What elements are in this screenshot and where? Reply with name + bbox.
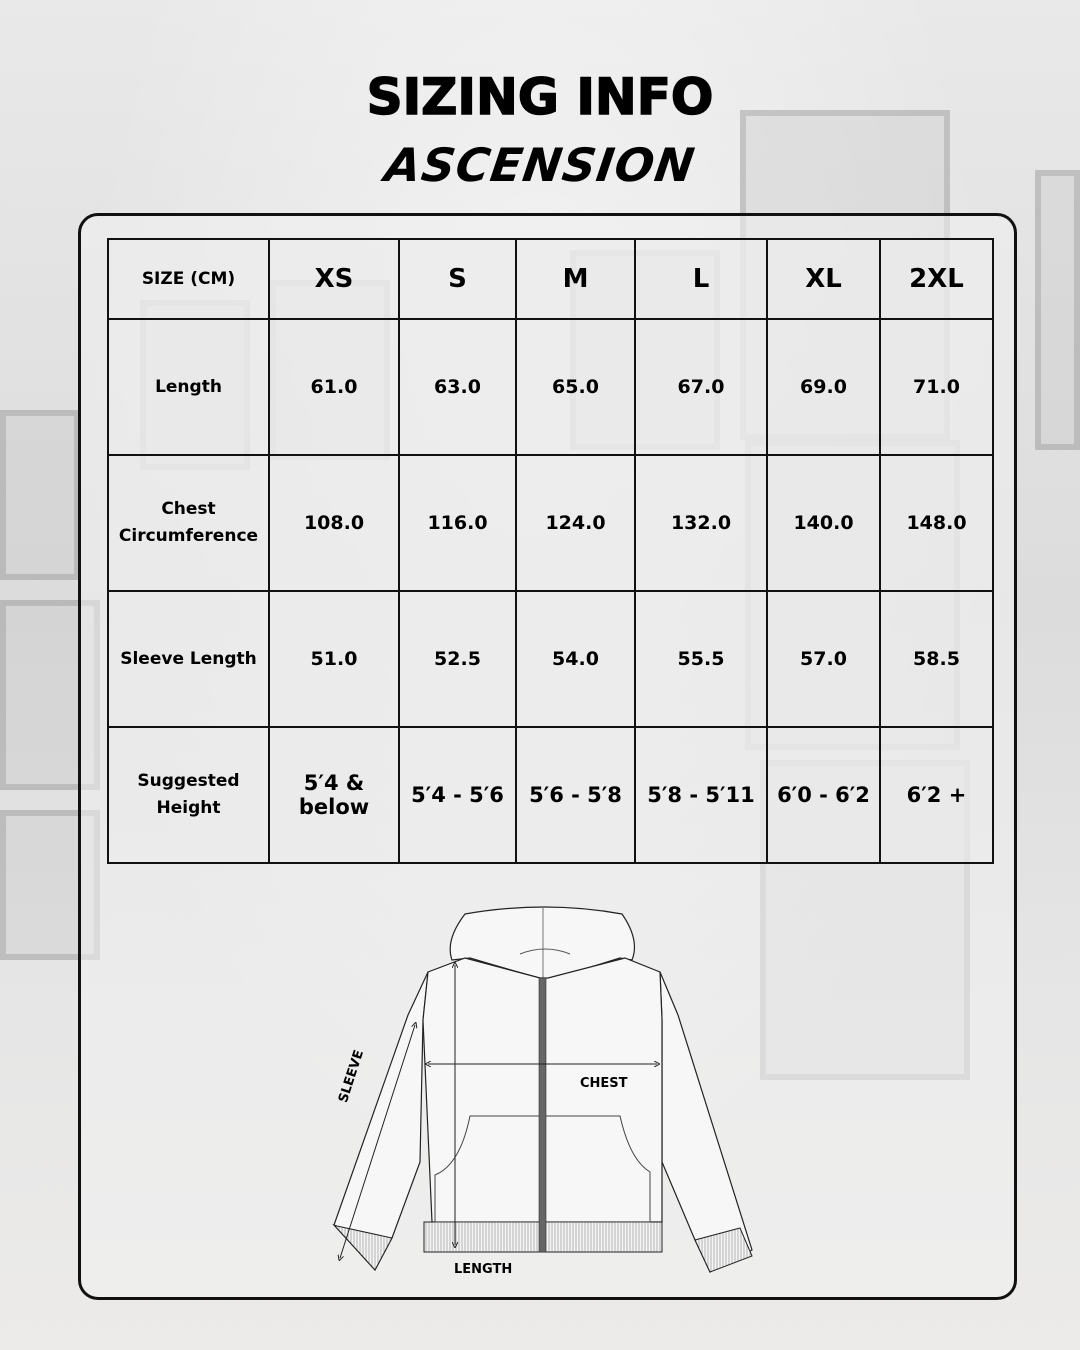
cell-value: 57.0 <box>767 591 880 727</box>
cell-value: 5′4 - 5′6 <box>399 727 516 863</box>
cell-value: 63.0 <box>399 319 516 455</box>
table-row-suggested-height <box>108 727 993 863</box>
cell-value: 6′0 - 6′2 <box>767 727 880 863</box>
cell-value: 108.0 <box>269 455 399 591</box>
hoodie-measurement-diagram <box>320 900 770 1290</box>
cell-value: 124.0 <box>516 455 635 591</box>
length-label: LENGTH <box>454 1262 513 1277</box>
size-header-xs: XS <box>269 239 399 319</box>
cell-value: 51.0 <box>269 591 399 727</box>
size-header-m: M <box>516 239 635 319</box>
size-unit-header: SIZE (CM) <box>108 239 269 319</box>
cell-value: 52.5 <box>399 591 516 727</box>
cell-value: 55.5 <box>635 591 767 727</box>
cell-value: 69.0 <box>767 319 880 455</box>
size-header-2xl: 2XL <box>880 239 993 319</box>
size-header-s: S <box>399 239 516 319</box>
cell-value: 132.0 <box>635 455 767 591</box>
cell-value: 148.0 <box>880 455 993 591</box>
table-header-row <box>108 239 993 319</box>
cell-value: 140.0 <box>767 455 880 591</box>
size-header-l: L <box>635 239 767 319</box>
cell-value: 116.0 <box>399 455 516 591</box>
size-chart-table <box>107 238 994 864</box>
row-label-chest: Chest Circumference <box>108 455 269 591</box>
size-header-xl: XL <box>767 239 880 319</box>
table-row-chest <box>108 455 993 591</box>
table-row-sleeve <box>108 591 993 727</box>
cell-value: 58.5 <box>880 591 993 727</box>
cell-value: 71.0 <box>880 319 993 455</box>
cell-value: 65.0 <box>516 319 635 455</box>
row-label-suggested-height: Suggested Height <box>108 727 269 863</box>
row-label-sleeve: Sleeve Length <box>108 591 269 727</box>
sleeve-label: SLEEVE <box>336 1048 368 1105</box>
page-title: SIZING INFO <box>366 68 714 126</box>
cell-value: 61.0 <box>269 319 399 455</box>
brand-logo: ASCENSION <box>381 138 699 192</box>
cell-value: 6′2 + <box>880 727 993 863</box>
cell-value: 54.0 <box>516 591 635 727</box>
table-row-length <box>108 319 993 455</box>
cell-value: 5′6 - 5′8 <box>516 727 635 863</box>
cell-value: 5′4 & below <box>269 727 399 863</box>
hoodie-illustration-icon <box>320 900 770 1290</box>
row-label-length: Length <box>108 319 269 455</box>
chest-label: CHEST <box>580 1076 628 1091</box>
cell-value: 5′8 - 5′11 <box>635 727 767 863</box>
cell-value: 67.0 <box>635 319 767 455</box>
